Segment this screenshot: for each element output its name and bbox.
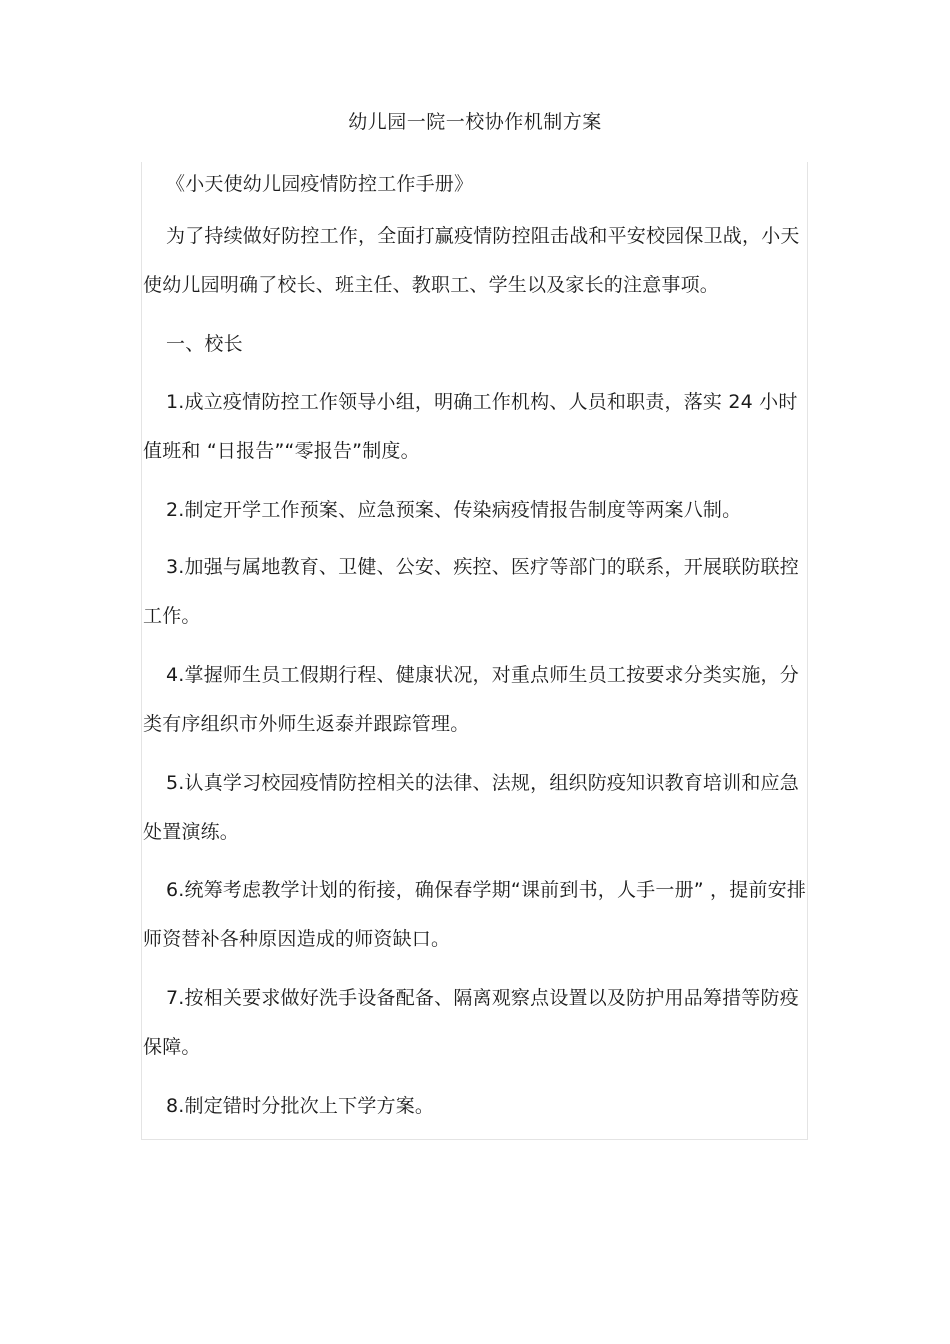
intro-paragraph: 为了持续做好防控工作，全面打赢疫情防控阻击战和平安校园保卫战，小天使幼儿园明确了校长、班主任、教职工、学生以及家长的注意事项。 [143, 225, 800, 296]
list-item: 2.制定开学工作预案、应急预案、传染病疫情报告制度等两案八制。 [166, 499, 742, 521]
document-subtitle: 《小天使幼儿园疫情防控工作手册》 [166, 173, 474, 195]
section-heading: 一、校长 [166, 333, 243, 355]
list-item: 8.制定错时分批次上下学方案。 [166, 1095, 435, 1117]
list-item: 4.掌握师生员工假期行程、健康状况，对重点师生员工按要求分类实施，分类有序组织市外师生返泰并跟踪管理。 [143, 664, 799, 735]
page-title: 幼儿园一院一校协作机制方案 [348, 111, 602, 133]
list-item: 1.成立疫情防控工作领导小组，明确工作机构、人员和职责，落实 24 小时值班和 “日报告”“零报告”制度。 [143, 391, 798, 462]
list-item: 3.加强与属地教育、卫健、公安、疾控、医疗等部门的联系，开展联防联控工作。 [143, 556, 799, 627]
list-item: 6.统筹考虑教学计划的衔接，确保春学期“课前到书，人手一册” ，提前安排师资替补各种原因造成的师资缺口。 [143, 879, 807, 950]
list-item: 5.认真学习校园疫情防控相关的法律、法规，组织防疫知识教育培训和应急处置演练。 [143, 772, 799, 843]
list-item: 7.按相关要求做好洗手设备配备、隔离观察点设置以及防护用品筹措等防疫保障。 [143, 987, 799, 1058]
